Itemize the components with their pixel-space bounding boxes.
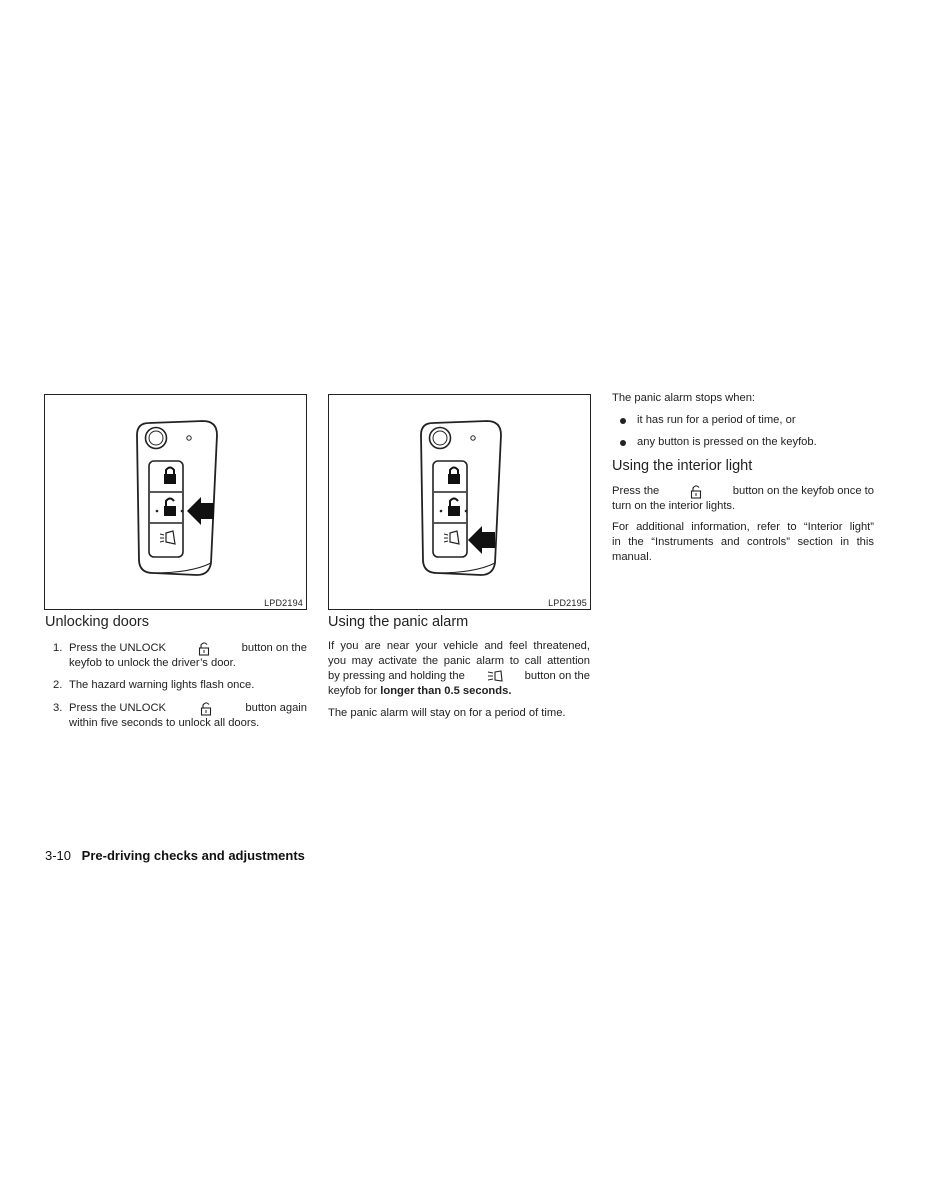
bullet-icon [620,440,626,446]
bullet-icon [620,418,626,424]
unlock-padlock-icon [198,642,210,656]
additional-info-paragraph: For additional information, refer to “Interior light” in the “Instruments and controls” section in this manual. [612,521,874,563]
list-item: it has run for a period of time, or [620,413,860,428]
list-item: any button is pressed on the keyfob. [620,435,860,450]
page-number: 3-10 [45,848,72,863]
panic-alarm-duration: The panic alarm will stay on for a period of time. [328,707,566,719]
unlock-padlock-icon [200,702,212,716]
keyfob-illustration [45,395,306,609]
figure-code: LPD2194 [264,598,303,608]
panic-alarm-paragraph: If you are near your vehicle and feel threatened, you may activate the panic alarm to call attention by pressing and holding the button on the keyfob for longer than 0.5 seconds. [328,640,590,697]
figure-keyfob-unlock [44,394,307,610]
figure-keyfob-panic [328,394,591,610]
list-item: 3. Press the UNLOCK button again within five seconds to unlock all doors. [53,702,307,729]
panic-stops-intro: The panic alarm stops when: [612,392,756,404]
figure-code: LPD2195 [548,598,587,608]
unlock-padlock-icon [690,485,702,499]
interior-light-paragraph: Press the button on the keyfob once to turn on the interior lights. [612,485,874,512]
list-item: 2. The hazard warning lights flash once. [53,679,255,691]
heading-interior-light: Using the interior light [612,458,753,474]
list-item: 1. Press the UNLOCK button on the keyfob to unlock the driver’s door. [53,642,307,669]
page-footer [45,848,305,863]
section-title: Pre-driving checks and adjustments [81,848,305,863]
heading-panic-alarm: Using the panic alarm [328,614,469,630]
panic-horn-icon [487,670,503,683]
heading-unlocking-doors: Unlocking doors [45,614,149,630]
keyfob-illustration [329,395,590,609]
